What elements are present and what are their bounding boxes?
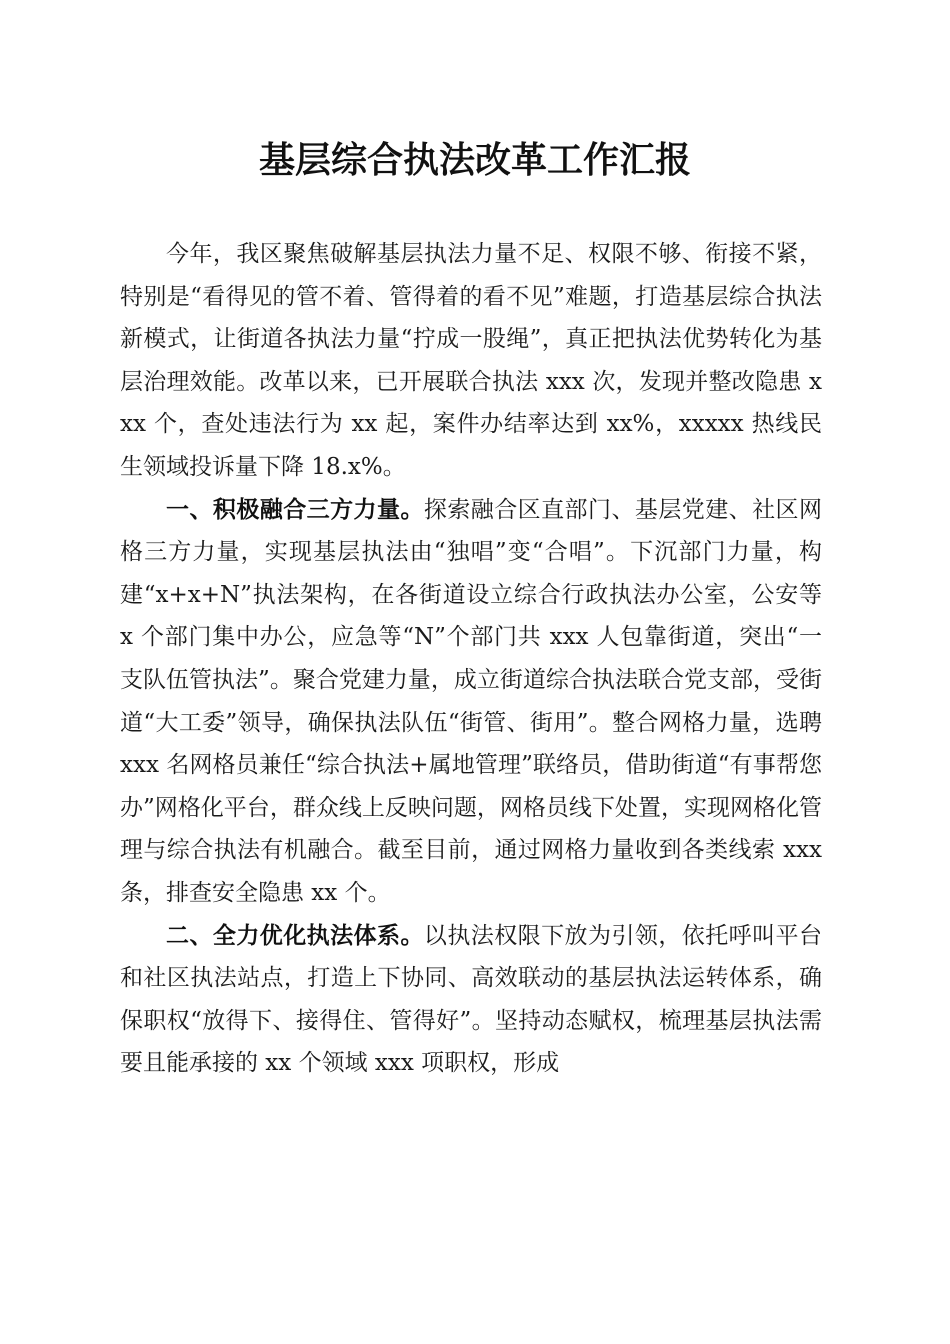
section-one-heading: 一、积极融合三方力量。: [166, 496, 424, 523]
document-title: 基层综合执法改革工作汇报: [258, 139, 691, 181]
document-body: [120, 233, 822, 1085]
section-two-paragraph: [120, 915, 822, 1085]
section-one-paragraph: [120, 489, 822, 915]
section-one-text: 探索融合区直部门、基层党建、社区网格三方力量，实现基层执法由“独唱”变“合唱”。下沉部门力量，构建“x+x+N”执法架构，在各街道设立综合行政执法办公室，公安等 x 个部门集中办公，应急等“N”个部门共 xxx 人包靠街道，突出“一支队伍管执法”。聚合党建力量，成立街道综合执法联合党支部，受街道“大工委”领导，确保执法队伍“街管、街用”。整合网格力量，选聘 xxx 名网格员兼任“综合执法+属地管理”联络员，借助街道“有事帮您办”网格化平台，群众线上反映问题，网格员线下处置，实现网格化管理与综合执法有机融合。截至目前，通过网格力量收到各类线索 xxx 条，排查安全隐患 xx 个。: [120, 496, 823, 906]
section-two-heading: 二、全力优化执法体系。: [166, 922, 424, 949]
intro-paragraph: [120, 233, 822, 489]
intro-paragraph-text: 今年，我区聚焦破解基层执法力量不足、权限不够、衔接不紧，特别是“看得见的管不着、管得着的看不见”难题，打造基层综合执法新模式，让街道各执法力量“拧成一股绳”，真正把执法优势转化为基层治理效能。改革以来，已开展联合执法 xxx 次，发现并整改隐患 xxx 个，查处违法行为 xx 起，案件办结率达到 xx%，xxxxx 热线民生领域投诉量下降 18.x%。: [120, 241, 822, 480]
section-two-text: 以执法权限下放为引领，依托呼叫平台和社区执法站点，打造上下协同、高效联动的基层执法运转体系，确保职权“放得下、接得住、管得好”。坚持动态赋权，梳理基层执法需要且能承接的 xx 个领域 xxx 项职权，形成: [120, 922, 823, 1077]
